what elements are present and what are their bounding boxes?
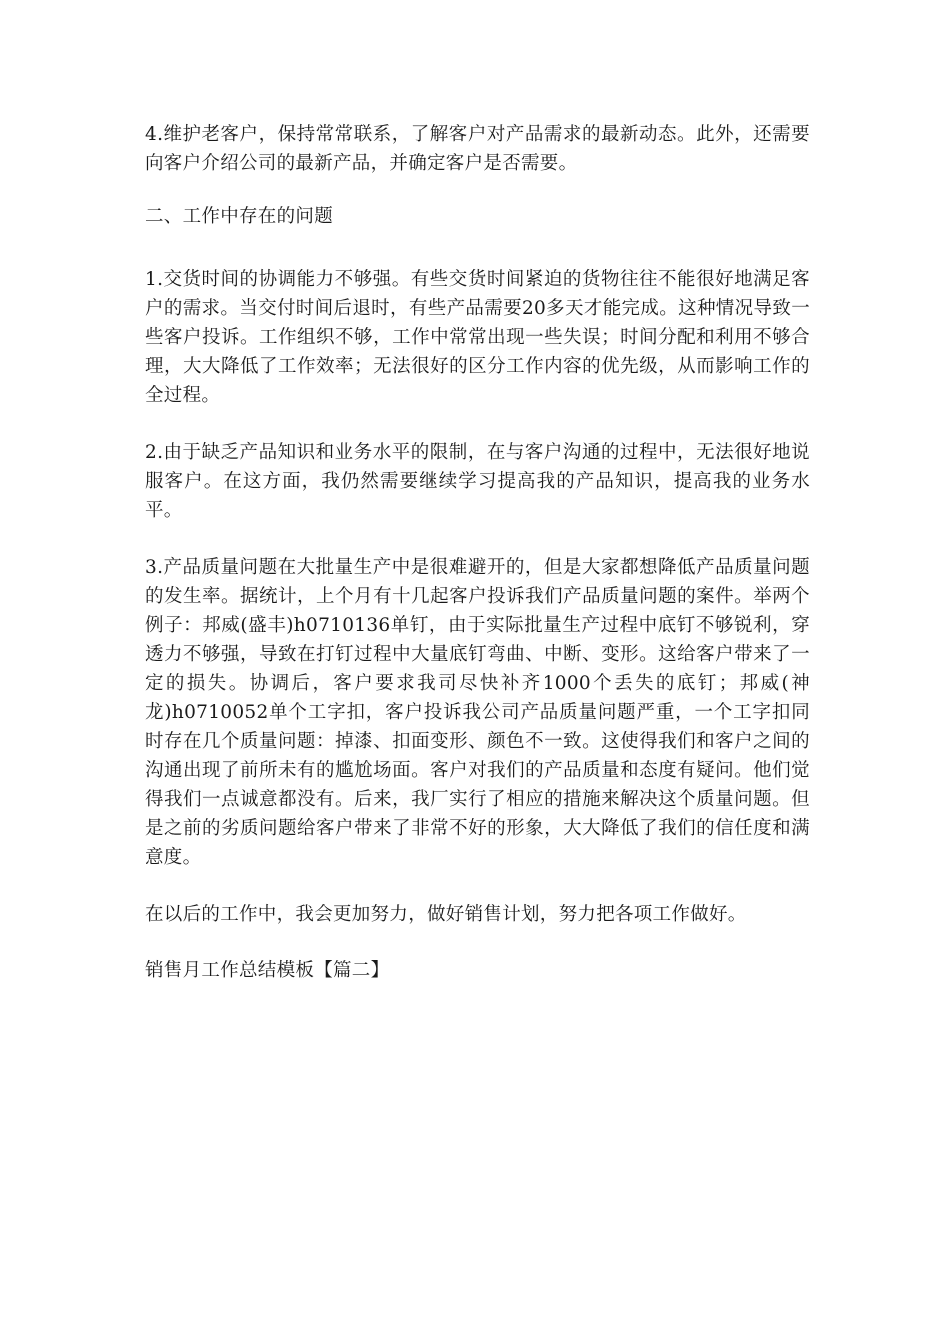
document-body <box>145 120 810 1014</box>
paragraph-future-work: 在以后的工作中，我会更加努力，做好销售计划，努力把各项工作做好。 <box>145 904 747 925</box>
paragraph-maintain-old-customers: 4.维护老客户，保持常常联系，了解客户对产品需求的最新动态。此外，还需要向客户介绍公司的最新产品，并确定客户是否需要。 <box>145 124 810 174</box>
paragraph-delivery-coordination: 1.交货时间的协调能力不够强。有些交货时间紧迫的货物往往不能很好地满足客户的需求。当交付时间后退时，有些产品需要20多天才能完成。这种情况导致一些客户投诉。工作组织不够，工作中常常出现一些失误；时间分配和利用不够合理，大大降低了工作效率；无法很好的区分工作内容的优先级，从而影响工作的全过程。 <box>145 269 810 406</box>
paragraph-product-knowledge: 2.由于缺乏产品知识和业务水平的限制，在与客户沟通的过程中，无法很好地说服客户。在这方面，我仍然需要继续学习提高我的产品知识，提高我的业务水平。 <box>145 442 810 521</box>
section-heading-problems: 二、工作中存在的问题 <box>145 206 334 227</box>
next-section-title: 销售月工作总结模板【篇二】 <box>145 960 390 981</box>
paragraph-product-quality: 3.产品质量问题在大批量生产中是很难避开的，但是大家都想降低产品质量问题的发生率。据统计，上个月有十几起客户投诉我们产品质量问题的案件。举两个例子：邦威(盛丰)h0710136单钉，由于实际批量生产过程中底钉不够锐利，穿透力不够强，导致在打钉过程中大量底钉弯曲、中断、变形。这给客户带来了一定的损失。协调后，客户要求我司尽快补齐1000个丢失的底钉；邦威(神龙)h0710052单个工字扣，客户投诉我公司产品质量问题严重，一个工字扣同时存在几个质量问题：掉漆、扣面变形、颜色不一致。这使得我们和客户之间的沟通出现了前所未有的尴尬场面。客户对我们的产品质量和态度有疑问。他们觉得我们一点诚意都没有。后来，我厂实行了相应的措施来解决这个质量问题。但是之前的劣质问题给客户带来了非常不好的形象，大大降低了我们的信任度和满意度。 <box>145 557 810 868</box>
